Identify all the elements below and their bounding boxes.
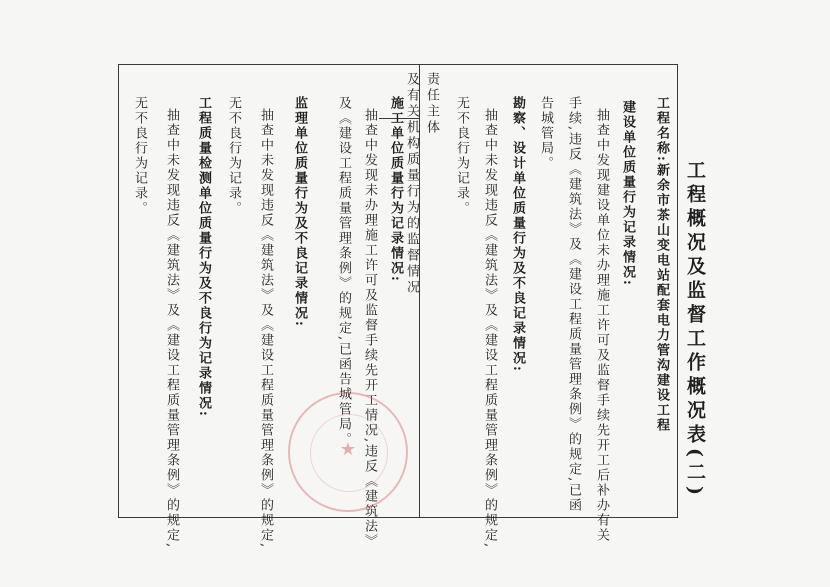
testing-unit-line-2: 无不良行为记录。: [132, 96, 147, 216]
supervision-unit-line-1: 抽查中未发现违反《建筑法》及《建设工程质量管理条例》的规定,: [258, 108, 273, 550]
testing-unit-line-1: 抽查中未发现违反《建筑法》及《建设工程质量管理条例》的规定,: [164, 108, 179, 550]
construction-unit-line-3: 告城管局。: [538, 96, 553, 171]
testing-unit-heading: 工程质量检测单位质量行为及不良行为记录情况:: [196, 96, 211, 418]
document-title: 工程概况及监督工作概况表(二): [684, 160, 706, 500]
contractor-heading: 施工单位质量行为记录情况:: [388, 96, 403, 283]
official-seal: [288, 392, 408, 512]
responsibility-label-col-2: 及有关机构质量行为的监督情况: [404, 72, 419, 296]
survey-design-heading: 勘察、设计单位质量行为及不良记录情况:: [510, 96, 525, 373]
contractor-line-2: 及《建设工程质量管理条例》的规定,已函告城管局。: [336, 96, 351, 448]
survey-design-line-2: 无不良行为记录。: [454, 96, 469, 216]
project-label: 工程名称:: [654, 96, 669, 163]
project-value: 新余市茶山变电站配套电力管沟建设工程: [654, 162, 669, 433]
table-divider: [419, 65, 420, 517]
survey-design-line-1: 抽查中未发现违反《建筑法》及《建设工程质量管理条例》的规定,: [482, 108, 497, 550]
construction-unit-line-1: 抽查中发现建设单位未办理施工许可及监督手续先开工后补办有关: [594, 108, 609, 543]
supervision-unit-heading: 监理单位质量行为及不良记录情况:: [292, 96, 307, 328]
contractor-line-1: 抽查中发现未办理施工许可及监督手续先开工情况,违反《建筑法》: [362, 108, 377, 550]
construction-unit-line-2: 手续,违反《建筑法》及《建设工程质量管理条例》的规定,已函: [566, 96, 581, 514]
supervision-unit-line-2: 无不良行为记录。: [226, 96, 241, 216]
construction-unit-heading: 建设单位质量行为记录情况:: [620, 100, 635, 287]
seal-star-icon: ★: [339, 439, 357, 460]
responsibility-label-col-1: 责任主体: [424, 72, 439, 136]
